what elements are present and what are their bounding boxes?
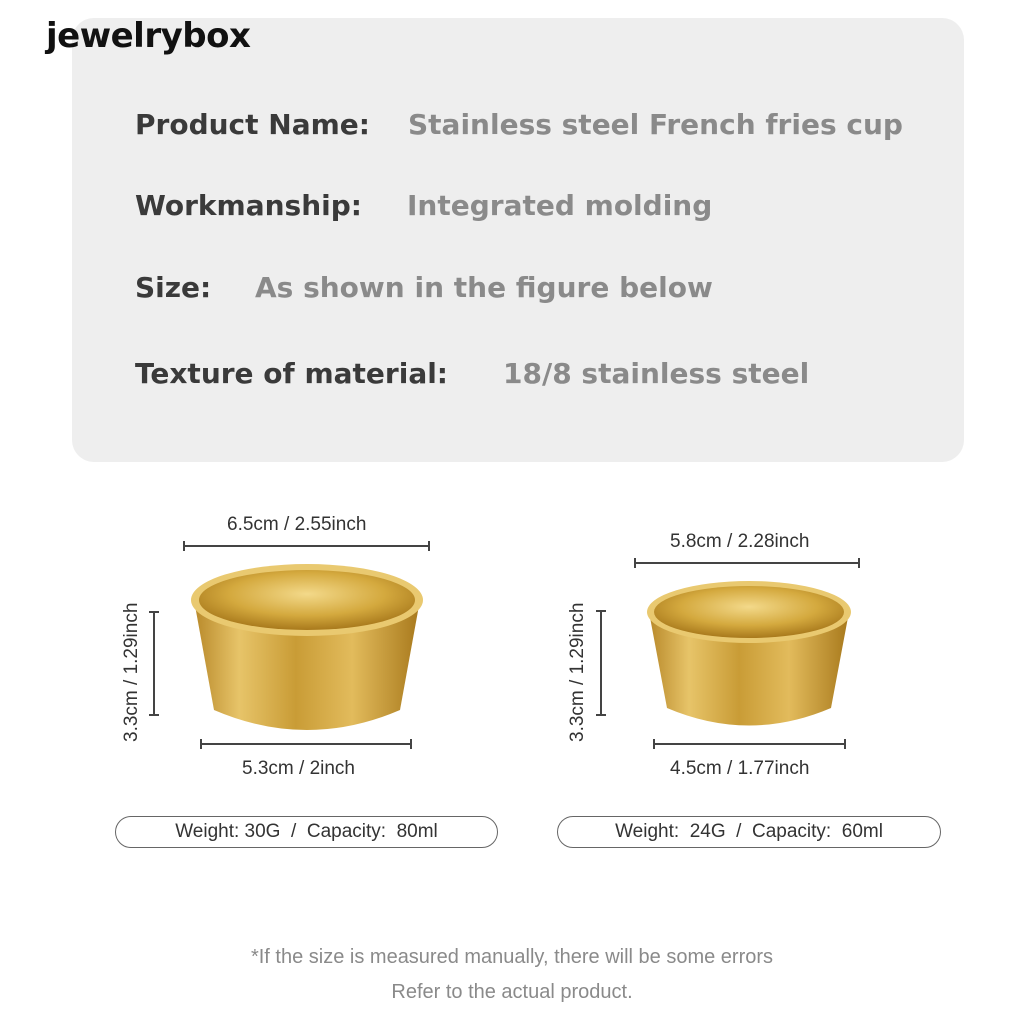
refer-note: Refer to the actual product. bbox=[391, 981, 633, 1003]
top-width-label-large: 6.5cm / 2.55inch bbox=[227, 514, 367, 535]
height-line-small bbox=[600, 610, 602, 716]
bottom-width-label-small: 4.5cm / 1.77inch bbox=[670, 758, 810, 779]
height-label-small: 3.3cm / 1.29inch bbox=[567, 602, 588, 742]
bottom-width-line-large bbox=[200, 743, 412, 745]
spec-label: Texture of material: bbox=[135, 357, 449, 390]
bottom-width-label-large: 5.3cm / 2inch bbox=[242, 758, 355, 779]
measurement-note: *If the size is measured manually, there will be some errors bbox=[250, 946, 774, 968]
spec-label: Product Name: bbox=[135, 108, 370, 141]
spec-panel bbox=[72, 18, 964, 462]
product-info-pill-large: Weight: 30G / Capacity: 80ml bbox=[115, 816, 498, 848]
height-line-large bbox=[153, 611, 155, 716]
height-label-large: 3.3cm / 1.29inch bbox=[121, 602, 142, 742]
gold-cup-large-image bbox=[188, 560, 426, 738]
spec-value: Integrated molding bbox=[407, 189, 713, 222]
spec-label: Size: bbox=[135, 271, 212, 304]
spec-label: Workmanship: bbox=[135, 189, 362, 222]
bottom-width-line-small bbox=[653, 743, 846, 745]
product-info-pill-small: Weight: 24G / Capacity: 60ml bbox=[557, 816, 941, 848]
brand-logo-text: jewelrybox bbox=[46, 16, 251, 56]
spec-value: As shown in the figure below bbox=[255, 271, 713, 304]
top-width-label-small: 5.8cm / 2.28inch bbox=[670, 531, 810, 552]
top-width-line-small bbox=[634, 562, 860, 564]
top-width-line-large bbox=[183, 545, 430, 547]
spec-value: Stainless steel French fries cup bbox=[408, 108, 903, 141]
gold-cup-small-image bbox=[645, 578, 853, 734]
spec-value: 18/8 stainless steel bbox=[503, 357, 810, 390]
